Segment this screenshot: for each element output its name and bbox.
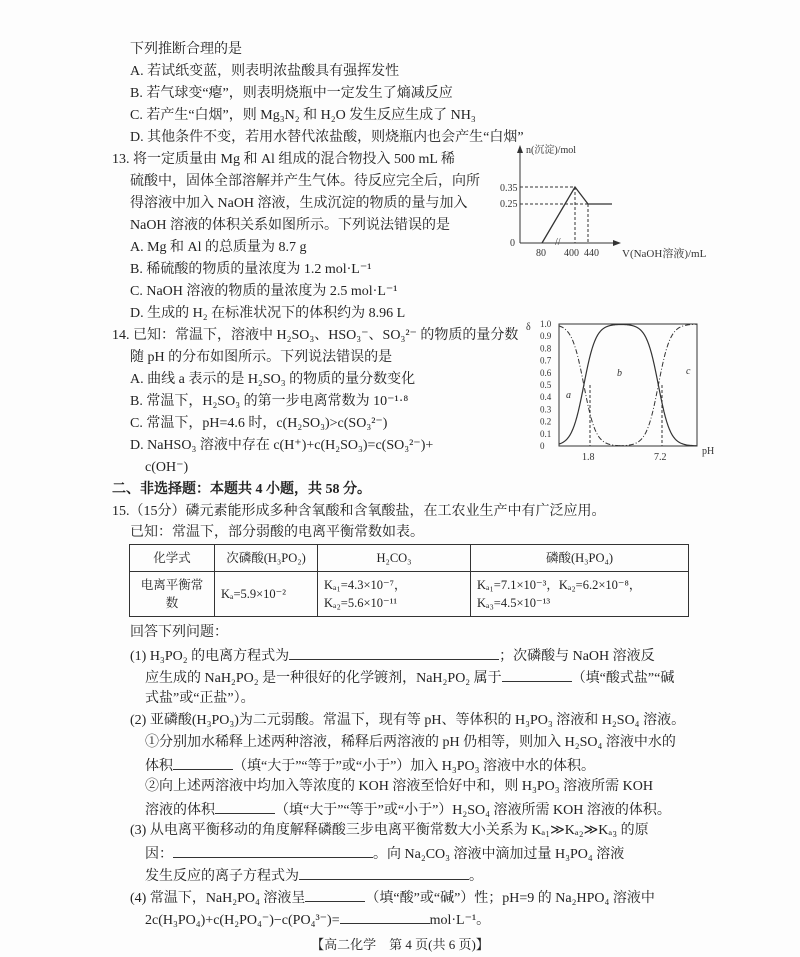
q14-line: 随 pH 的分布如图所示。下列说法错误的是 xyxy=(130,350,393,365)
text: 溶液的体积 xyxy=(145,803,215,818)
answer-blank xyxy=(502,667,572,682)
y-tick: 0.9 xyxy=(540,331,552,342)
text: 式盐”或“正盐”）。 xyxy=(145,691,255,706)
table-header: 次磷酸(H₃PO₂) xyxy=(215,545,318,572)
answer-blank xyxy=(299,865,469,880)
y-tick: 0.4 xyxy=(540,392,552,403)
table-header: 磷酸(H₃PO₄) xyxy=(471,545,689,572)
y-tick: 0.35 xyxy=(500,183,518,194)
ionization-constant-table xyxy=(129,544,689,617)
text: （填“大于”“等于”或“小于”）H₂SO₄ 溶液所需 KOH 溶液的体积。 xyxy=(275,803,671,818)
answer-blank xyxy=(173,755,233,770)
answer-prompt: 回答下列问题： xyxy=(130,625,228,640)
y-tick: 0.2 xyxy=(540,416,552,427)
x-tick: 400 xyxy=(564,248,579,259)
text: （填“酸”或“碱”）性；pH=9 的 Na₂HPO₄ 溶液中 xyxy=(365,891,655,906)
text: (4) 常温下，NaH₂PO₄ 溶液呈 xyxy=(130,891,306,906)
text: （填“大于”“等于”或“小于”）加入 H₃PO₃ 溶液中水的体积。 xyxy=(233,759,596,774)
text: (3) 从电离平衡移动的角度解释磷酸三步电离平衡常数大小关系为 Kₐ₁≫Kₐ₂≫Kₐ₃ 的原 xyxy=(130,823,649,838)
y-axis-label: n(沉淀)/mol xyxy=(526,145,576,156)
y-tick: 1.0 xyxy=(540,319,552,329)
y-axis-label: δ xyxy=(526,322,531,333)
text: 。向 Na₂CO₃ 溶液中滴加过量 H₃PO₄ 溶液 xyxy=(373,847,625,862)
q13-line: 13. 将一定质量由 Mg 和 Al 组成的混合物投入 500 mL 稀 xyxy=(112,152,455,167)
x-tick: 1.8 xyxy=(582,452,595,463)
curve-b xyxy=(559,324,697,445)
table-header: 化学式 xyxy=(130,545,215,572)
svg-text://: // xyxy=(555,237,561,248)
page-footer: 【高二化学 第 4 页(共 6 页)】 xyxy=(311,937,489,952)
y-tick: 0.5 xyxy=(540,380,552,390)
y-tick: 0.1 xyxy=(540,428,552,439)
text: （填“酸式盐”“碱 xyxy=(571,671,675,686)
text: ②向上述两溶液中均加入等浓度的 KOH 溶液至恰好中和，则 H₃PO₃ 溶液所需 KOH xyxy=(145,779,653,794)
text: (1) H₃PO₂ 的电离方程式为 xyxy=(130,649,290,664)
distribution-chart xyxy=(524,318,724,468)
table-cell: Kₐ=5.9×10⁻² xyxy=(215,572,318,617)
q12-option-b: B. 若气球变“瘪”，则表明烧瓶中一定发生了熵减反应 xyxy=(130,86,453,101)
q13-option-d: D. 生成的 H₂ 在标准状况下的体积约为 8.96 L xyxy=(130,306,406,321)
q12-option-c: C. 若产生“白烟”，则 Mg₃N₂ 和 H₂O 发生反应生成了 NH₃ xyxy=(130,108,476,123)
q14-option-a: A. 曲线 a 表示的是 H₂SO₃ 的物质的量分数变化 xyxy=(130,372,416,387)
text: 因： xyxy=(145,847,173,862)
precipitate-chart xyxy=(500,143,760,263)
y-tick: 0.3 xyxy=(540,404,552,415)
x-tick: 80 xyxy=(536,248,546,259)
curve-c xyxy=(559,324,697,446)
q14-option-d-cont: c(OH⁻) xyxy=(145,460,189,475)
curve-label-b: b xyxy=(617,368,622,379)
table-cell: Kₐ₁=4.3×10⁻⁷，Kₐ₂=5.6×10⁻¹¹ xyxy=(318,572,471,617)
answer-blank xyxy=(340,909,430,924)
q13-line: NaOH 溶液的体积关系如图所示。下列说法错误的是 xyxy=(130,218,451,233)
q13-option-a: A. Mg 和 Al 的总质量为 8.7 g xyxy=(130,240,307,255)
table-header: H₂CO₃ xyxy=(318,545,471,572)
y-tick: 0 xyxy=(510,238,515,249)
curve-a xyxy=(559,326,697,446)
text: ①分别加水稀释上述两种溶液，稀释后两溶液的 pH 仍相等，则加入 H₂SO₄ 溶液中水的 xyxy=(145,735,676,750)
curve-label-a: a xyxy=(566,390,571,401)
text: ；次磷酸与 NaOH 溶液反 xyxy=(499,649,655,664)
text: 。 xyxy=(469,869,483,884)
q13-option-b: B. 稀硫酸的物质的量浓度为 1.2 mol·L⁻¹ xyxy=(130,262,372,277)
answer-blank xyxy=(215,799,275,814)
text: 发生反应的离子方程式为 xyxy=(145,869,299,884)
precipitate-curve xyxy=(542,187,612,243)
q15-stem: 15.（15分）磷元素能形成多种含氧酸和含氧酸盐，在工农业生产中有广泛应用。 xyxy=(112,504,606,519)
y-tick: 0.7 xyxy=(540,355,552,366)
q14-option-b: B. 常温下，H₂SO₃ 的第一步电离常数为 10⁻¹·⁸ xyxy=(130,394,409,409)
q13-line: 硫酸中，固体全部溶解并产生气体。待反应完全后，向所 xyxy=(130,174,480,189)
table-cell: Kₐ₁=7.1×10⁻³，Kₐ₂=6.2×10⁻⁸，Kₐ₃=4.5×10⁻¹³ xyxy=(471,572,689,617)
x-axis-label: V(NaOH溶液)/mL xyxy=(622,248,707,260)
curve-label-c: c xyxy=(686,366,691,377)
x-tick: 440 xyxy=(584,248,599,259)
q13-line: 得溶液中加入 NaOH 溶液，生成沉淀的物质的量与加入 xyxy=(130,196,468,211)
q15-given: 已知：常温下，部分弱酸的电离平衡常数如表。 xyxy=(130,525,424,540)
text: 应生成的 NaH₂PO₂ 是一种很好的化学镀剂，NaH₂PO₂ 属于 xyxy=(145,671,502,686)
q12-stem: 下列推断合理的是 xyxy=(130,42,242,57)
answer-blank xyxy=(173,843,373,858)
text: mol·L⁻¹。 xyxy=(429,913,491,928)
x-tick: 7.2 xyxy=(654,452,667,463)
table-row-label: 电离平衡常数 xyxy=(130,572,215,617)
x-axis-label: pH xyxy=(702,446,715,457)
answer-blank xyxy=(289,645,499,660)
text: 2c(H₃PO₄)+c(H₂PO₄⁻)−c(PO₄³⁻)= xyxy=(145,913,340,928)
q14-option-c: C. 常温下，pH=4.6 时，c(H₂SO₃)>c(SO₃²⁻) xyxy=(130,416,388,431)
y-tick: 0.8 xyxy=(540,343,552,354)
q14-option-d: D. NaHSO₃ 溶液中存在 c(H⁺)+c(H₂SO₃)=c(SO₃²⁻)+ xyxy=(130,438,434,453)
y-tick: 0.6 xyxy=(540,367,552,378)
y-tick: 0.25 xyxy=(500,199,518,210)
y-tick: 0 xyxy=(540,441,545,451)
section-heading: 二、非选择题：本题共 4 小题，共 58 分。 xyxy=(112,482,371,497)
text: (2) 亚磷酸(H₃PO₃)为二元弱酸。常温下，现有等 pH、等体积的 H₃PO₃ 溶液和 H₂SO₄ 溶液。 xyxy=(130,713,686,728)
q14-line: 14. 已知：常温下，溶液中 H₂SO₃、HSO₃⁻、SO₃²⁻ 的物质的量分数 xyxy=(112,328,519,343)
q12-option-a: A. 若试纸变蓝，则表明浓盐酸具有强挥发性 xyxy=(130,64,400,79)
q13-option-c: C. NaOH 溶液的物质的量浓度为 2.5 mol·L⁻¹ xyxy=(130,284,398,299)
text: 体积 xyxy=(145,759,173,774)
answer-blank xyxy=(305,887,365,902)
q12-option-d: D. 其他条件不变，若用水替代浓盐酸，则烧瓶内也会产生“白烟” xyxy=(130,130,524,145)
